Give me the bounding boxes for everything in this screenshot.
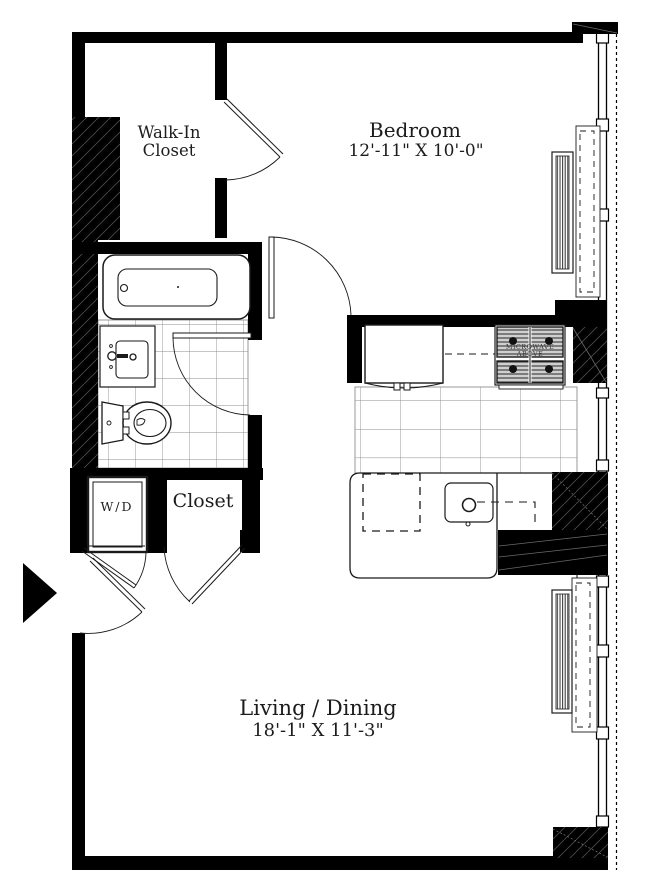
wall-left-living: [72, 633, 85, 858]
closet-label: Closet: [172, 490, 234, 512]
vanity-sink: [100, 326, 155, 387]
living-convector: [552, 578, 597, 732]
wall-kitchen-west: [347, 315, 362, 383]
bathtub: [103, 255, 250, 319]
wall-bottom: [72, 856, 608, 870]
refrigerator: [365, 325, 443, 390]
wall-left-upper: [72, 32, 85, 120]
kitchen-tile-floor: [355, 387, 577, 473]
toilet-tank: [102, 402, 123, 444]
walkin-closet-label-line1: Walk-In: [137, 123, 201, 142]
wall-walkin-east-upper: [215, 43, 227, 100]
living-dining-label: Living / Dining: [239, 696, 397, 720]
toilet: [102, 402, 171, 444]
wall-left-walkin: [72, 117, 120, 240]
microwave-note-line2: ABOVE: [516, 350, 544, 358]
walkin-closet-label-line2: Closet: [142, 141, 196, 160]
bedroom-label: Bedroom: [369, 118, 461, 142]
oven-handle: [499, 385, 563, 389]
living-dining-dimensions: 18'-1" X 11'-3": [252, 720, 384, 741]
kitchen-sink: [445, 483, 493, 526]
wall-left-bathroom: [72, 240, 98, 468]
wall-bathroom-east-lower: [248, 415, 262, 468]
wall-bathroom-north: [72, 242, 262, 254]
tub-drain: [121, 285, 128, 292]
wall-closet-east-stub: [240, 530, 260, 552]
faucet: [108, 352, 116, 360]
wall-kitchen-east-block: [552, 472, 608, 530]
wall-top: [72, 32, 583, 43]
washer-dryer: [88, 477, 147, 552]
bedroom-dimensions: 12'-11" X 10'-0": [348, 141, 484, 161]
bedroom-convector: [552, 126, 600, 297]
wall-walkin-east-lower: [215, 178, 227, 238]
stove: [495, 325, 565, 389]
burner: [545, 365, 553, 373]
burner: [509, 365, 517, 373]
wall-left-laundry: [70, 468, 87, 553]
wall-bedroom-south-window-block: [555, 300, 607, 316]
laundry-label: W/D: [100, 499, 134, 514]
microwave-note-line1: MICROWAVE: [505, 343, 555, 351]
